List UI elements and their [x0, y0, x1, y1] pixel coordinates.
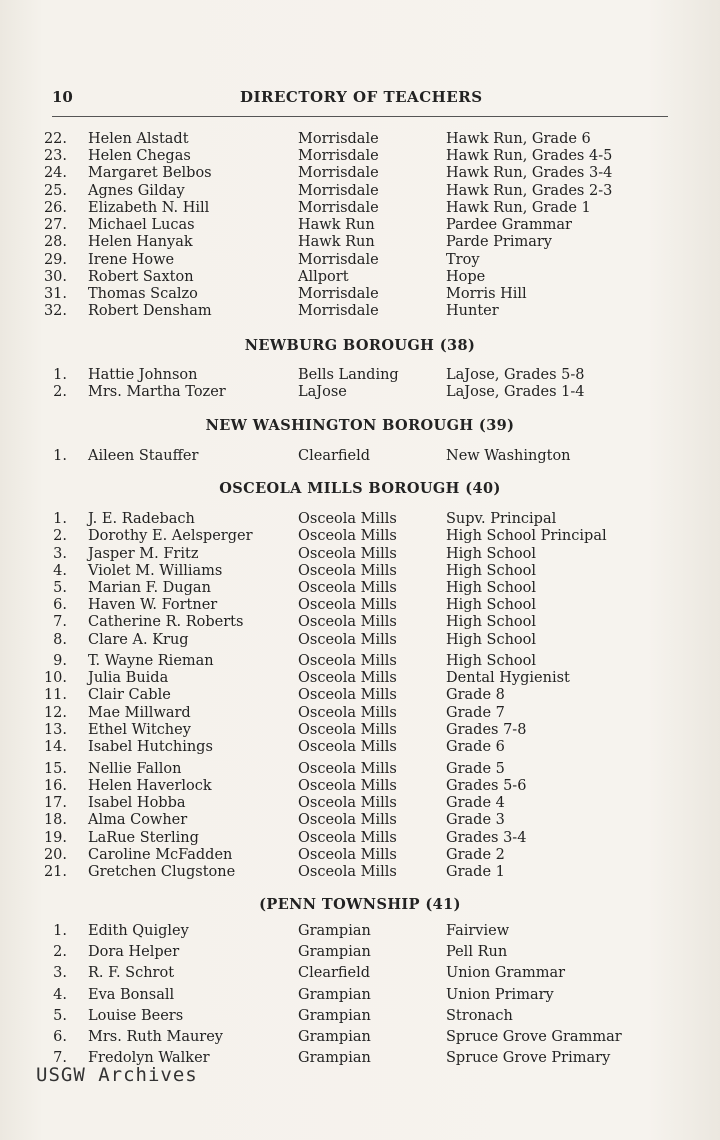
teacher-assignment: Hunter [446, 303, 499, 319]
teacher-town: Osceola Mills [298, 670, 397, 686]
teacher-assignment: Union Grammar [446, 965, 566, 981]
row-number: 14. [43, 739, 67, 755]
teacher-row [0, 200, 720, 217]
teacher-row [0, 987, 720, 1004]
teacher-row [0, 597, 720, 614]
teacher-row [0, 944, 720, 961]
teacher-town: Clearfield [298, 448, 371, 464]
teacher-town: Osceola Mills [298, 580, 397, 596]
teacher-town: Grampian [298, 923, 371, 939]
teacher-row [0, 131, 720, 148]
row-number: 20. [43, 847, 67, 863]
teacher-row [0, 614, 720, 631]
row-number: 19. [43, 830, 67, 846]
teacher-assignment: High School [446, 653, 537, 669]
teacher-name: Margaret Belbos [88, 165, 212, 181]
row-number: 30. [43, 269, 67, 285]
row-number: 28. [43, 234, 67, 250]
teacher-name: Caroline McFadden [88, 847, 233, 863]
teacher-assignment: New Washington [446, 448, 571, 464]
teacher-town: LaJose [298, 384, 347, 400]
teacher-row [0, 653, 720, 670]
teacher-name: Irene Howe [88, 252, 175, 268]
teacher-row [0, 165, 720, 182]
teacher-town: Osceola Mills [298, 653, 397, 669]
teacher-town: Osceola Mills [298, 687, 397, 703]
teacher-town: Osceola Mills [298, 761, 397, 777]
teacher-assignment: Troy [446, 252, 480, 268]
teacher-name: Mrs. Ruth Maurey [88, 1029, 224, 1045]
row-number: 2. [53, 384, 67, 400]
teacher-town: Osceola Mills [298, 528, 397, 544]
teacher-assignment: Morris Hill [446, 286, 527, 302]
teacher-town: Grampian [298, 1029, 371, 1045]
teacher-name: Marian F. Dugan [88, 580, 211, 596]
teacher-row [0, 563, 720, 580]
teacher-name: Edith Quigley [88, 923, 189, 939]
teacher-row [0, 722, 720, 739]
teacher-row [0, 632, 720, 649]
teacher-name: Alma Cowher [88, 812, 188, 828]
teacher-row [0, 812, 720, 829]
teacher-row [0, 384, 720, 401]
teacher-town: Allport [298, 269, 349, 285]
teacher-town: Osceola Mills [298, 812, 397, 828]
teacher-name: Helen Alstadt [88, 131, 189, 147]
teacher-row [0, 830, 720, 847]
teacher-name: Dorothy E. Aelsperger [88, 528, 253, 544]
teacher-town: Bells Landing [298, 367, 399, 383]
teacher-town: Morrisdale [298, 148, 379, 164]
teacher-name: Fredolyn Walker [88, 1050, 210, 1066]
teacher-name: Mrs. Martha Tozer [88, 384, 226, 400]
teacher-assignment: Supv. Principal [446, 511, 557, 527]
teacher-row [0, 864, 720, 881]
row-number: 7. [53, 1050, 67, 1066]
teacher-assignment: Grade 3 [446, 812, 505, 828]
teacher-row [0, 546, 720, 563]
row-number: 21. [43, 864, 67, 880]
teacher-row [0, 923, 720, 940]
row-number: 1. [53, 923, 67, 939]
teacher-row [0, 269, 720, 286]
teacher-assignment: Grade 5 [446, 761, 505, 777]
section-title: NEW WASHINGTON BOROUGH (39) [205, 417, 515, 434]
teacher-name: Robert Saxton [88, 269, 194, 285]
teacher-row [0, 367, 720, 384]
teacher-town: Morrisdale [298, 183, 379, 199]
row-number: 18. [43, 812, 67, 828]
teacher-assignment: Grade 6 [446, 739, 505, 755]
row-number: 13. [43, 722, 67, 738]
page-title: DIRECTORY OF TEACHERS [240, 88, 483, 106]
row-number: 2. [53, 944, 67, 960]
teacher-assignment: LaJose, Grades 1-4 [446, 384, 585, 400]
row-number: 15. [43, 761, 67, 777]
teacher-assignment: Hawk Run, Grades 4-5 [446, 148, 613, 164]
teacher-name: Ethel Witchey [88, 722, 191, 738]
row-number: 23. [43, 148, 67, 164]
teacher-assignment: Grades 7-8 [446, 722, 527, 738]
row-number: 9. [53, 653, 67, 669]
teacher-town: Osceola Mills [298, 847, 397, 863]
teacher-town: Morrisdale [298, 286, 379, 302]
teacher-row [0, 286, 720, 303]
row-number: 26. [43, 200, 67, 216]
row-number: 6. [53, 597, 67, 613]
teacher-name: Helen Chegas [88, 148, 191, 164]
row-number: 16. [43, 778, 67, 794]
row-number: 8. [53, 632, 67, 648]
teacher-assignment: Parde Primary [446, 234, 552, 250]
teacher-name: Clare A. Krug [88, 632, 189, 648]
teacher-assignment: High School [446, 563, 537, 579]
teacher-assignment: Dental Hygienist [446, 670, 570, 686]
teacher-name: Haven W. Fortner [88, 597, 218, 613]
row-number: 2. [53, 528, 67, 544]
teacher-row [0, 847, 720, 864]
teacher-town: Morrisdale [298, 131, 379, 147]
watermark-text: USGW Archives [36, 1064, 198, 1086]
teacher-row [0, 965, 720, 982]
teacher-town: Grampian [298, 987, 371, 1003]
teacher-town: Morrisdale [298, 303, 379, 319]
teacher-assignment: High School [446, 597, 537, 613]
teacher-row [0, 183, 720, 200]
teacher-name: T. Wayne Rieman [88, 653, 214, 669]
row-number: 5. [53, 580, 67, 596]
teacher-name: Aileen Stauffer [88, 448, 199, 464]
teacher-town: Clearfield [298, 965, 371, 981]
row-number: 3. [53, 546, 67, 562]
teacher-town: Hawk Run [298, 234, 375, 250]
section-title: NEWBURG BOROUGH (38) [244, 337, 476, 354]
page-header [52, 86, 668, 117]
teacher-assignment: Spruce Grove Grammar [446, 1029, 622, 1045]
teacher-name: Isabel Hobba [88, 795, 186, 811]
teacher-name: Elizabeth N. Hill [88, 200, 210, 216]
teacher-assignment: Fairview [446, 923, 510, 939]
teacher-town: Osceola Mills [298, 864, 397, 880]
teacher-assignment: Hawk Run, Grade 6 [446, 131, 591, 147]
teacher-name: Isabel Hutchings [88, 739, 213, 755]
teacher-row [0, 303, 720, 320]
teacher-row [0, 778, 720, 795]
row-number: 4. [53, 563, 67, 579]
teacher-town: Osceola Mills [298, 597, 397, 613]
teacher-town: Osceola Mills [298, 614, 397, 630]
row-number: 1. [53, 511, 67, 527]
row-number: 27. [43, 217, 67, 233]
teacher-assignment: Grade 2 [446, 847, 505, 863]
teacher-name: Violet M. Williams [88, 563, 223, 579]
teacher-row [0, 148, 720, 165]
teacher-name: Clair Cable [88, 687, 171, 703]
teacher-town: Grampian [298, 944, 371, 960]
teacher-name: Gretchen Clugstone [88, 864, 236, 880]
teacher-row [0, 739, 720, 756]
teacher-name: Michael Lucas [88, 217, 195, 233]
teacher-assignment: High School [446, 614, 537, 630]
row-number: 29. [43, 252, 67, 268]
teacher-town: Morrisdale [298, 252, 379, 268]
teacher-town: Osceola Mills [298, 722, 397, 738]
row-number: 7. [53, 614, 67, 630]
teacher-name: Louise Beers [88, 1008, 184, 1024]
teacher-name: Julia Buida [88, 670, 169, 686]
section-title: OSCEOLA MILLS BOROUGH (40) [219, 480, 501, 497]
teacher-assignment: Union Primary [446, 987, 554, 1003]
teacher-row [0, 670, 720, 687]
teacher-name: R. F. Schrot [88, 965, 175, 981]
teacher-row [0, 761, 720, 778]
page-number: 10 [52, 88, 73, 106]
teacher-name: J. E. Radebach [88, 511, 195, 527]
teacher-row [0, 687, 720, 704]
teacher-name: Catherine R. Roberts [88, 614, 244, 630]
teacher-assignment: LaJose, Grades 5-8 [446, 367, 585, 383]
teacher-town: Grampian [298, 1008, 371, 1024]
teacher-row [0, 580, 720, 597]
teacher-town: Osceola Mills [298, 739, 397, 755]
teacher-assignment: High School [446, 632, 537, 648]
row-number: 10. [43, 670, 67, 686]
row-number: 22. [43, 131, 67, 147]
teacher-row [0, 448, 720, 465]
teacher-assignment: Hawk Run, Grades 2-3 [446, 183, 613, 199]
row-number: 12. [43, 705, 67, 721]
teacher-town: Osceola Mills [298, 830, 397, 846]
teacher-town: Morrisdale [298, 200, 379, 216]
row-number: 6. [53, 1029, 67, 1045]
teacher-name: Helen Hanyak [88, 234, 193, 250]
teacher-town: Osceola Mills [298, 511, 397, 527]
teacher-assignment: Grade 4 [446, 795, 505, 811]
row-number: 32. [43, 303, 67, 319]
teacher-assignment: Grades 3-4 [446, 830, 527, 846]
section-title: (PENN TOWNSHIP (41) [259, 896, 461, 913]
teacher-town: Osceola Mills [298, 632, 397, 648]
teacher-name: Agnes Gilday [88, 183, 185, 199]
teacher-row [0, 705, 720, 722]
teacher-assignment: High School [446, 580, 537, 596]
teacher-assignment: Pell Run [446, 944, 508, 960]
teacher-name: Hattie Johnson [88, 367, 198, 383]
teacher-name: Robert Densham [88, 303, 212, 319]
teacher-assignment: Hawk Run, Grade 1 [446, 200, 591, 216]
teacher-name: Mae Millward [88, 705, 191, 721]
teacher-row [0, 234, 720, 251]
row-number: 4. [53, 987, 67, 1003]
teacher-town: Osceola Mills [298, 563, 397, 579]
row-number: 1. [53, 367, 67, 383]
teacher-assignment: High School [446, 546, 537, 562]
teacher-town: Grampian [298, 1050, 371, 1066]
teacher-assignment: Hawk Run, Grades 3-4 [446, 165, 613, 181]
teacher-name: LaRue Sterling [88, 830, 199, 846]
teacher-assignment: Grades 5-6 [446, 778, 527, 794]
teacher-assignment: Stronach [446, 1008, 513, 1024]
row-number: 5. [53, 1008, 67, 1024]
teacher-row [0, 1029, 720, 1046]
row-number: 11. [43, 687, 67, 703]
row-number: 1. [53, 448, 67, 464]
row-number: 25. [43, 183, 67, 199]
teacher-name: Jasper M. Fritz [88, 546, 199, 562]
teacher-row [0, 252, 720, 269]
teacher-name: Eva Bonsall [88, 987, 175, 1003]
teacher-town: Morrisdale [298, 165, 379, 181]
teacher-town: Hawk Run [298, 217, 375, 233]
teacher-town: Osceola Mills [298, 546, 397, 562]
teacher-name: Helen Haverlock [88, 778, 212, 794]
teacher-row [0, 528, 720, 545]
teacher-row [0, 511, 720, 528]
teacher-town: Osceola Mills [298, 795, 397, 811]
teacher-assignment: Pardee Grammar [446, 217, 572, 233]
teacher-row [0, 217, 720, 234]
teacher-row [0, 1008, 720, 1025]
teacher-assignment: Grade 7 [446, 705, 505, 721]
teacher-assignment: Spruce Grove Primary [446, 1050, 611, 1066]
teacher-assignment: High School Principal [446, 528, 607, 544]
row-number: 17. [43, 795, 67, 811]
teacher-name: Thomas Scalzo [88, 286, 198, 302]
row-number: 3. [53, 965, 67, 981]
teacher-town: Osceola Mills [298, 778, 397, 794]
teacher-town: Osceola Mills [298, 705, 397, 721]
row-number: 24. [43, 165, 67, 181]
teacher-name: Nellie Fallon [88, 761, 182, 777]
teacher-assignment: Grade 1 [446, 864, 505, 880]
teacher-name: Dora Helper [88, 944, 180, 960]
teacher-assignment: Grade 8 [446, 687, 505, 703]
teacher-row [0, 795, 720, 812]
teacher-assignment: Hope [446, 269, 486, 285]
row-number: 31. [43, 286, 67, 302]
